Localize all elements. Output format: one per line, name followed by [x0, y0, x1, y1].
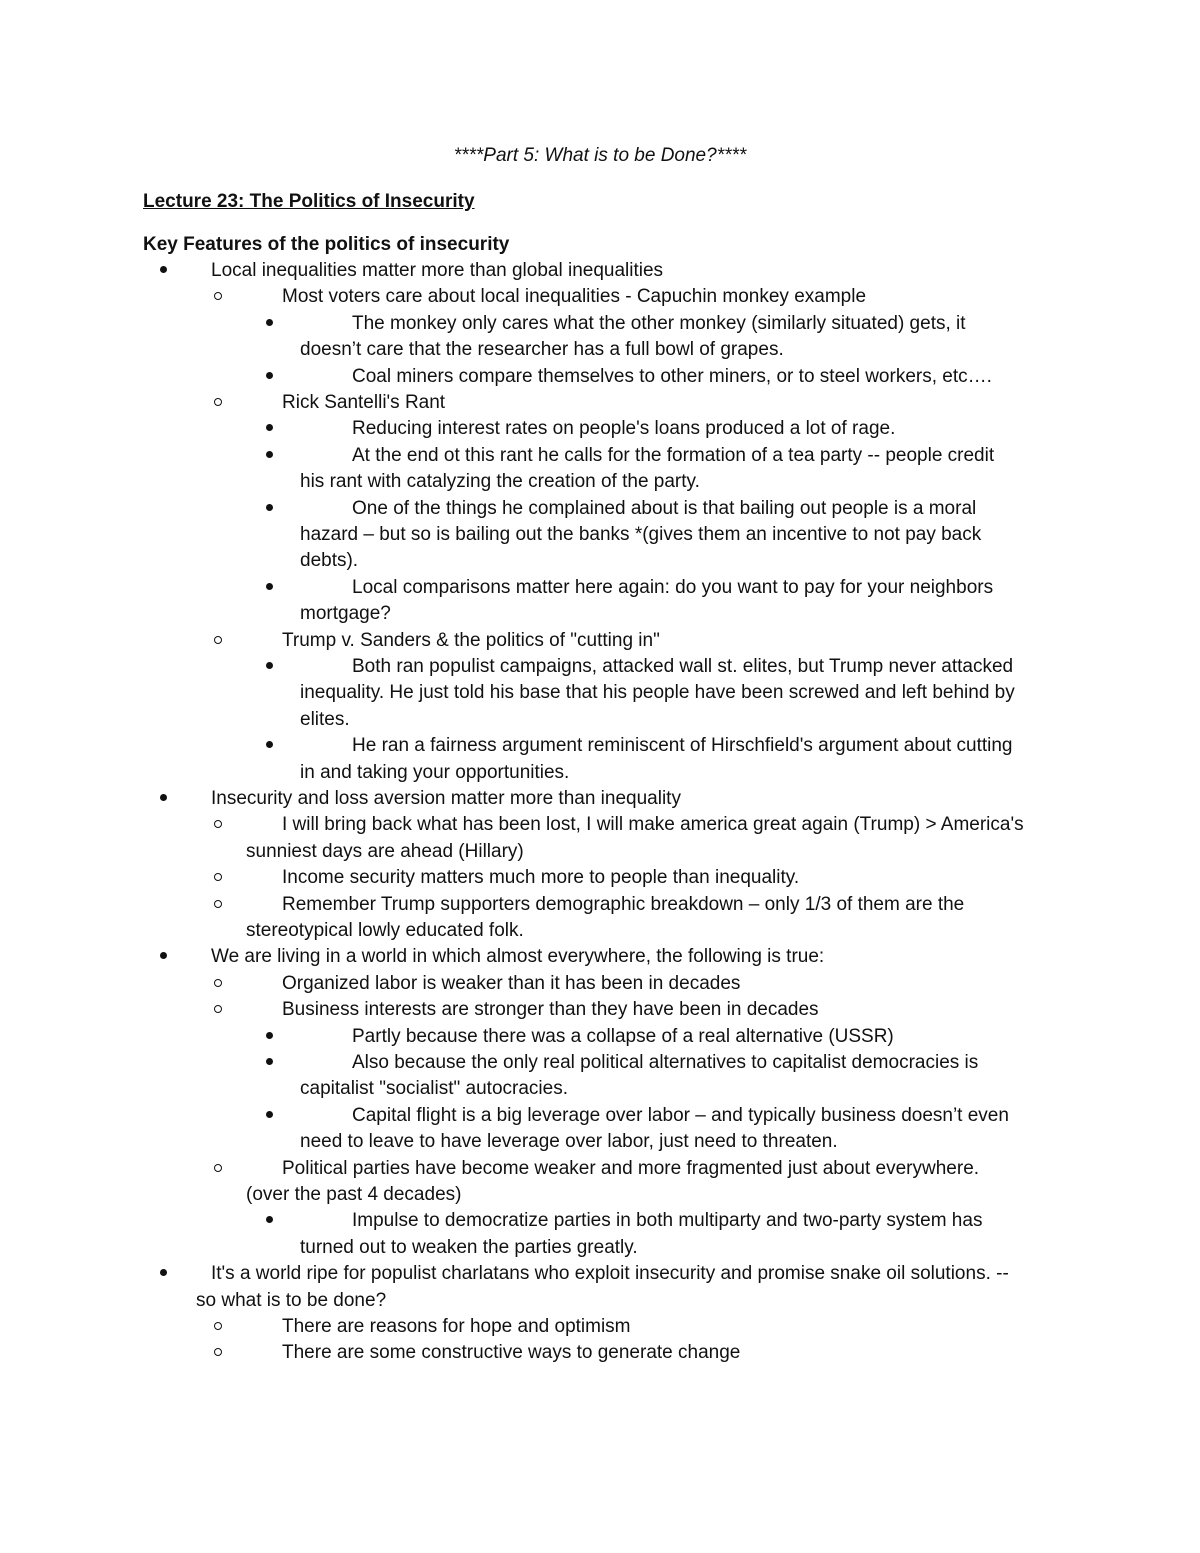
outline-line: doesn’t care that the researcher has a full bowl of grapes.	[300, 339, 784, 361]
circle-bullet-icon	[214, 1322, 222, 1330]
circle-bullet-icon	[214, 979, 222, 987]
outline-line: Local comparisons matter here again: do you want to pay for your neighbors	[352, 576, 994, 598]
disc-bullet-icon	[160, 266, 167, 273]
outline-line: Trump v. Sanders & the politics of "cutting in"	[282, 629, 660, 651]
circle-bullet-icon	[214, 636, 222, 644]
outline-line: capitalist "socialist" autocracies.	[300, 1078, 568, 1100]
outline-line: sunniest days are ahead (Hillary)	[246, 840, 524, 862]
part-title: ****Part 5: What is to be Done?****	[453, 145, 747, 166]
disc-bullet-icon	[266, 319, 273, 326]
disc-bullet-icon	[266, 583, 273, 590]
outline-line: (over the past 4 decades)	[246, 1184, 462, 1205]
outline-line: I will bring back what has been lost, I will make america great again (Trump) > America's	[282, 814, 1024, 836]
outline-line: hazard – but so is bailing out the banks *(gives them an incentive to not pay back	[300, 524, 982, 545]
outline-line: Most voters care about local inequalities - Capuchin monkey example	[282, 286, 867, 308]
section-title: Key Features of the politics of insecurity	[143, 234, 510, 255]
outline-line: There are some constructive ways to generate change	[282, 1342, 741, 1364]
outline-line: Local inequalities matter more than global inequalities	[211, 260, 664, 281]
disc-bullet-icon	[266, 372, 273, 379]
circle-bullet-icon	[214, 398, 222, 406]
disc-bullet-icon	[266, 662, 273, 669]
disc-bullet-icon	[160, 1269, 167, 1276]
circle-bullet-icon	[214, 1164, 222, 1172]
outline-line: Also because the only real political alternatives to capitalist democracies is	[352, 1052, 979, 1073]
circle-bullet-icon	[214, 820, 222, 828]
circle-bullet-icon	[214, 292, 222, 300]
disc-bullet-icon	[266, 1032, 273, 1039]
outline-line: We are living in a world in which almost everywhere, the following is true:	[211, 946, 825, 968]
outline-line: Political parties have become weaker and more fragmented just about everywhere.	[282, 1157, 980, 1179]
outline-line: Business interests are stronger than they have been in decades	[282, 999, 819, 1021]
outline-line: stereotypical lowly educated folk.	[246, 920, 524, 941]
outline-line: debts).	[300, 550, 359, 572]
outline-line: Organized labor is weaker than it has been in decades	[282, 972, 741, 994]
disc-bullet-icon	[160, 952, 167, 959]
outline-line: He ran a fairness argument reminiscent of Hirschfield's argument about cutting	[352, 735, 1013, 757]
outline-line: in and taking your opportunities.	[300, 761, 570, 783]
outline-line: need to leave to have leverage over labor, just need to threaten.	[300, 1131, 838, 1153]
outline-line: Coal miners compare themselves to other miners, or to steel workers, etc….	[352, 365, 992, 387]
outline-line: inequality. He just told his base that his people have been screwed and left behind by	[300, 682, 1015, 704]
outline-line: At the end ot this rant he calls for the formation of a tea party -- people credit	[352, 444, 995, 466]
outline-line: It's a world ripe for populist charlatans who exploit insecurity and promise snake oil solutions. --	[211, 1263, 1009, 1285]
outline-line: There are reasons for hope and optimism	[282, 1316, 631, 1337]
outline-line: One of the things he complained about is that bailing out people is a moral	[352, 497, 977, 519]
circle-bullet-icon	[214, 900, 222, 908]
circle-bullet-icon	[214, 1005, 222, 1013]
disc-bullet-icon	[266, 741, 273, 748]
outline-line: Partly because there was a collapse of a real alternative (USSR)	[352, 1025, 894, 1047]
outline-line: so what is to be done?	[196, 1289, 387, 1311]
outline-line: Impulse to democratize parties in both multiparty and two-party system has	[352, 1210, 983, 1232]
circle-bullet-icon	[214, 873, 222, 881]
disc-bullet-icon	[266, 451, 273, 458]
outline-line: Both ran populist campaigns, attacked wall st. elites, but Trump never attacked	[352, 656, 1014, 677]
disc-bullet-icon	[266, 504, 273, 511]
outline-line: Income security matters much more to people than inequality.	[282, 867, 800, 889]
disc-bullet-icon	[266, 1111, 273, 1118]
outline-line: Remember Trump supporters demographic breakdown – only 1/3 of them are the	[282, 893, 965, 915]
outline-line: Rick Santelli's Rant	[282, 392, 446, 413]
outline-line: mortgage?	[300, 603, 391, 625]
disc-bullet-icon	[266, 1058, 273, 1065]
outline-line: Reducing interest rates on people's loans produced a lot of rage.	[352, 418, 896, 440]
outline-line: The monkey only cares what the other monkey (similarly situated) gets, it	[352, 312, 966, 334]
outline-line: turned out to weaken the parties greatly.	[300, 1236, 638, 1258]
outline-line: elites.	[300, 708, 350, 730]
disc-bullet-icon	[266, 1216, 273, 1223]
lecture-title: Lecture 23: The Politics of Insecurity	[143, 191, 475, 212]
disc-bullet-icon	[266, 424, 273, 431]
outline-line: Capital flight is a big leverage over labor – and typically business doesn’t even	[352, 1104, 1009, 1126]
outline-line: Insecurity and loss aversion matter more than inequality	[211, 788, 681, 809]
circle-bullet-icon	[214, 1348, 222, 1356]
outline-line: his rant with catalyzing the creation of the party.	[300, 471, 700, 493]
disc-bullet-icon	[160, 794, 167, 801]
